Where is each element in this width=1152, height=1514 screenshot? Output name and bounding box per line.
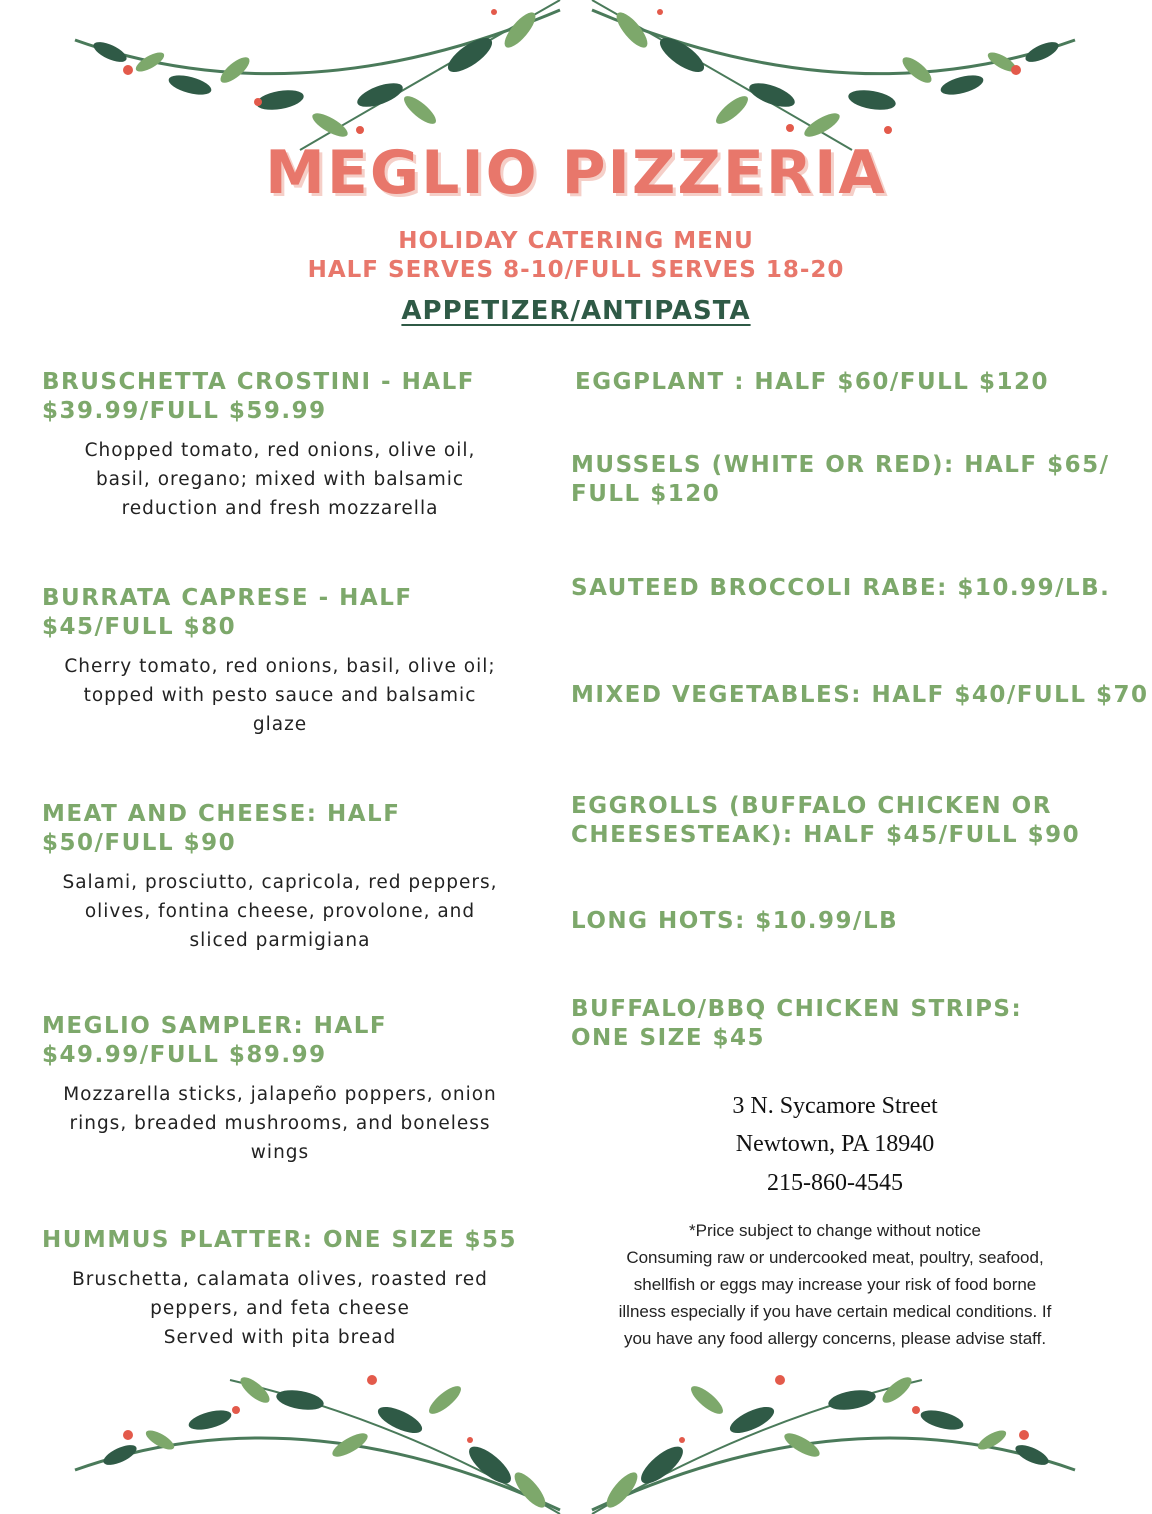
phone-number: 215-860-4545 [767,1170,903,1196]
street-address: 3 N. Sycamore Street [732,1093,938,1119]
menu-item-description: Chopped tomato, red onions, olive oil, basil, oregano; mixed with balsamic reduction and fresh mozzarella [84,440,476,519]
menu-item-title: EGGPLANT : HALF $60/FULL $120 [575,369,1049,395]
leaf-garland-icon [75,0,1075,150]
restaurant-title: MEGLIO PIZZERIA [265,138,887,208]
menu-item-title: BURRATA CAPRESE - HALF $45/FULL $80 [42,585,413,640]
menu-item-title: BUFFALO/BBQ CHICKEN STRIPS: ONE SIZE $45 [571,996,1023,1051]
menu-item-title: SAUTEED BROCCOLI RABE: $10.99/LB. [571,575,1111,601]
leaf-garland-icon [75,1373,1075,1514]
city-address: Newtown, PA 18940 [735,1131,935,1157]
menu-item-title: EGGROLLS (BUFFALO CHICKEN OR CHEESESTEAK): HALF $45/FULL $90 [571,793,1081,848]
menu-item-description: Bruschetta, calamata olives, roasted red peppers, and feta cheese Served with pita bread [72,1269,488,1348]
menu-item-title: BRUSCHETTA CROSTINI - HALF $39.99/FULL $59.99 [42,369,475,424]
disclaimer-notice: *Price subject to change without notice Consuming raw or undercooked meat, poultry, seafood, shellfish or eggs may increase your risk of food borne illness especially if you have certain medical conditions. If you have any food allergy concerns, please advise staff. [618,1221,1052,1348]
menu-item-description: Salami, prosciutto, capricola, red peppers, olives, fontina cheese, provolone, and sliced parmigiana [62,872,498,951]
menu-item-title: MIXED VEGETABLES: HALF $40/FULL $70 [571,682,1149,708]
menu-item-description: Cherry tomato, red onions, basil, olive oil; topped with pesto sauce and balsamic glaze [64,656,496,735]
menu-item-title: LONG HOTS: $10.99/LB [571,908,899,934]
menu-subtitle: HOLIDAY CATERING MENU [398,228,754,254]
menu-item-title: MEAT AND CHEESE: HALF $50/FULL $90 [42,801,401,856]
bottom-garland-decoration [0,1360,1152,1514]
serving-size-note: HALF SERVES 8-10/FULL SERVES 18-20 [307,257,845,283]
section-heading: APPETIZER/ANTIPASTA [401,296,751,326]
menu-item-description: Mozzarella sticks, jalapeño poppers, onion rings, breaded mushrooms, and boneless wings [63,1084,497,1163]
top-garland-decoration [0,0,1152,160]
menu-item-title: MEGLIO SAMPLER: HALF $49.99/FULL $89.99 [42,1013,388,1068]
menu-item-title: HUMMUS PLATTER: ONE SIZE $55 [42,1227,518,1253]
menu-item-title: MUSSELS (WHITE OR RED): HALF $65/ FULL $120 [571,452,1110,507]
